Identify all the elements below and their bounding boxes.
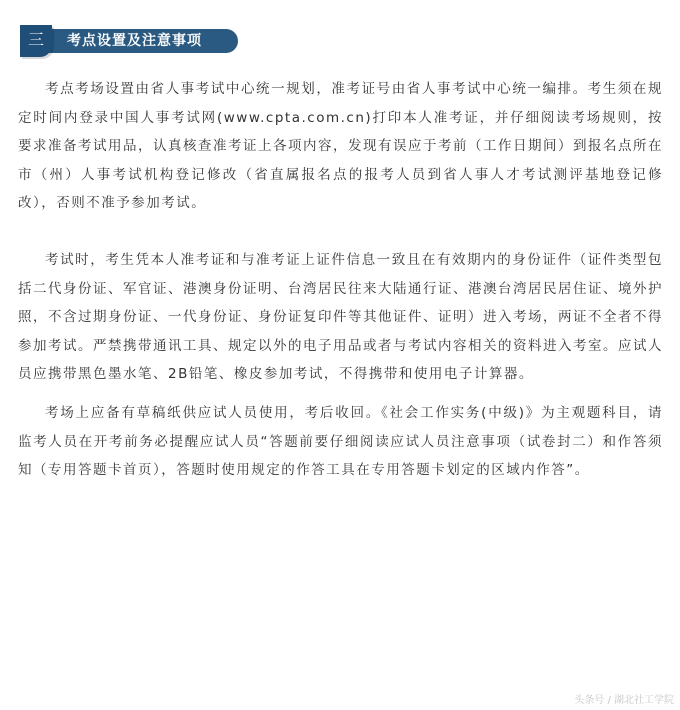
paragraph-id-requirements: 考试时，考生凭本人准考证和与准考证上证件信息一致且在有效期内的身份证件（证件类型包括二代身份证、军官证、港澳身份证明、台湾居民往来大陆通行证、港澳台湾居民居住证、境外护照，不含过期身份证、一代身份证、身份证复印件等其他证件、证明）进入考场，两证不全者不得参加考试。严禁携带通讯工具、规定以外的电子用品或者与考试内容相关的资料进入考室。应试人员应携带黑色墨水笔、2B铅笔、橡皮参加考试，不得携带和使用电子计算器。	[18, 251, 663, 383]
watermark: 头条号 / 湖北社工学院	[574, 695, 674, 706]
section-header	[20, 25, 240, 57]
paragraph-scratch-paper: 考场上应备有草稿纸供应试人员使用，考后收回。《社会工作实务(中级)》为主观题科目，请监考人员在开考前务必提醒应试人员“答题前要仔细阅读应试人员注意事项（试卷封二）和作答须知（专用答题卡首页），答题时使用规定的作答工具在专用答题卡划定的区域内作答”。	[18, 404, 663, 479]
menu-icon: 三	[20, 25, 52, 57]
paragraph-exam-venue: 考点考场设置由省人事考试中心统一规划，准考证号由省人事考试中心统一编排。考生须在规定时间内登录中国人事考试网(www.cpta.com.cn)打印本人准考证，并仔细阅读考场规则，按要求准备考试用品，认真核查准考证上各项内容，发现有误应于考前（工作日期间）到报名点所在市（州）人事考试机构登记修改（省直属报名点的报考人员到省人事人才考试测评基地登记修改），否则不准予参加考试。	[18, 81, 663, 212]
article-body	[18, 75, 663, 485]
section-title: 考点设置及注意事项	[67, 33, 202, 49]
